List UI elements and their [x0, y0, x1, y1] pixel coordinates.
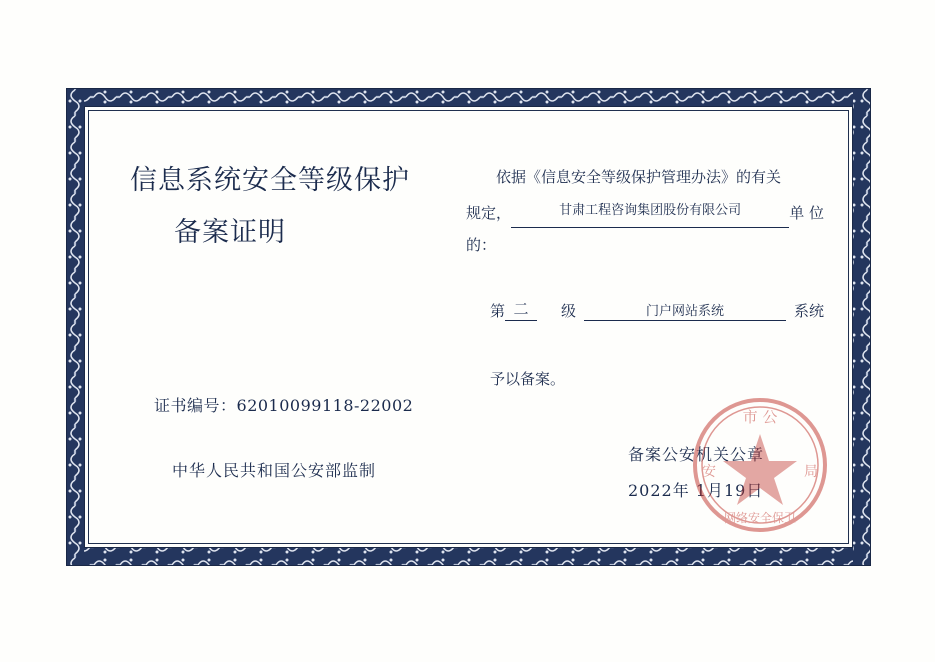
unit-row [466, 196, 824, 228]
level-row [466, 298, 824, 321]
level-prefix-label: 第 [490, 302, 506, 320]
level-suffix-label: 级 [561, 302, 577, 320]
supervising-authority: 中华人民共和国公安部监制 [172, 461, 377, 480]
svg-text:局: 局 [804, 464, 818, 480]
certificate-title [130, 155, 450, 259]
certificate-number-value: 62010099118-22002 [236, 396, 414, 415]
certificate-number [154, 393, 413, 416]
official-seal-stamp [685, 390, 835, 540]
title-line-1: 信息系统安全等级保护 [130, 165, 410, 196]
certificate-statement [466, 162, 824, 260]
svg-text:安: 安 [702, 464, 716, 480]
statement-paragraph-1: 依据《信息安全等级保护管理办法》的有关 [496, 168, 782, 186]
svg-text:网络安全保卫: 网络安全保卫 [723, 511, 797, 525]
of-label: 的： [466, 236, 497, 254]
certificate-content [88, 110, 849, 544]
approval-text: 予以备案。 [490, 370, 566, 388]
title-line-2: 备案证明 [174, 217, 286, 248]
seal-date: 2022年 1月19日 [628, 481, 764, 500]
svg-text:市 公: 市 公 [742, 408, 778, 426]
level-value-field: 二 [505, 298, 537, 321]
regulation-prefix: 规定， [466, 204, 512, 222]
system-label: 系统 [793, 302, 824, 320]
system-name-field: 门户网站系统 [584, 300, 786, 321]
unit-name-field: 甘肃工程咨询集团股份有限公司 [511, 196, 789, 228]
seal-authority-label: 备案公安机关公章 [628, 445, 765, 464]
certificate-number-label: 证书编号： [154, 396, 237, 415]
unit-suffix-label: 单 位 [789, 204, 824, 222]
